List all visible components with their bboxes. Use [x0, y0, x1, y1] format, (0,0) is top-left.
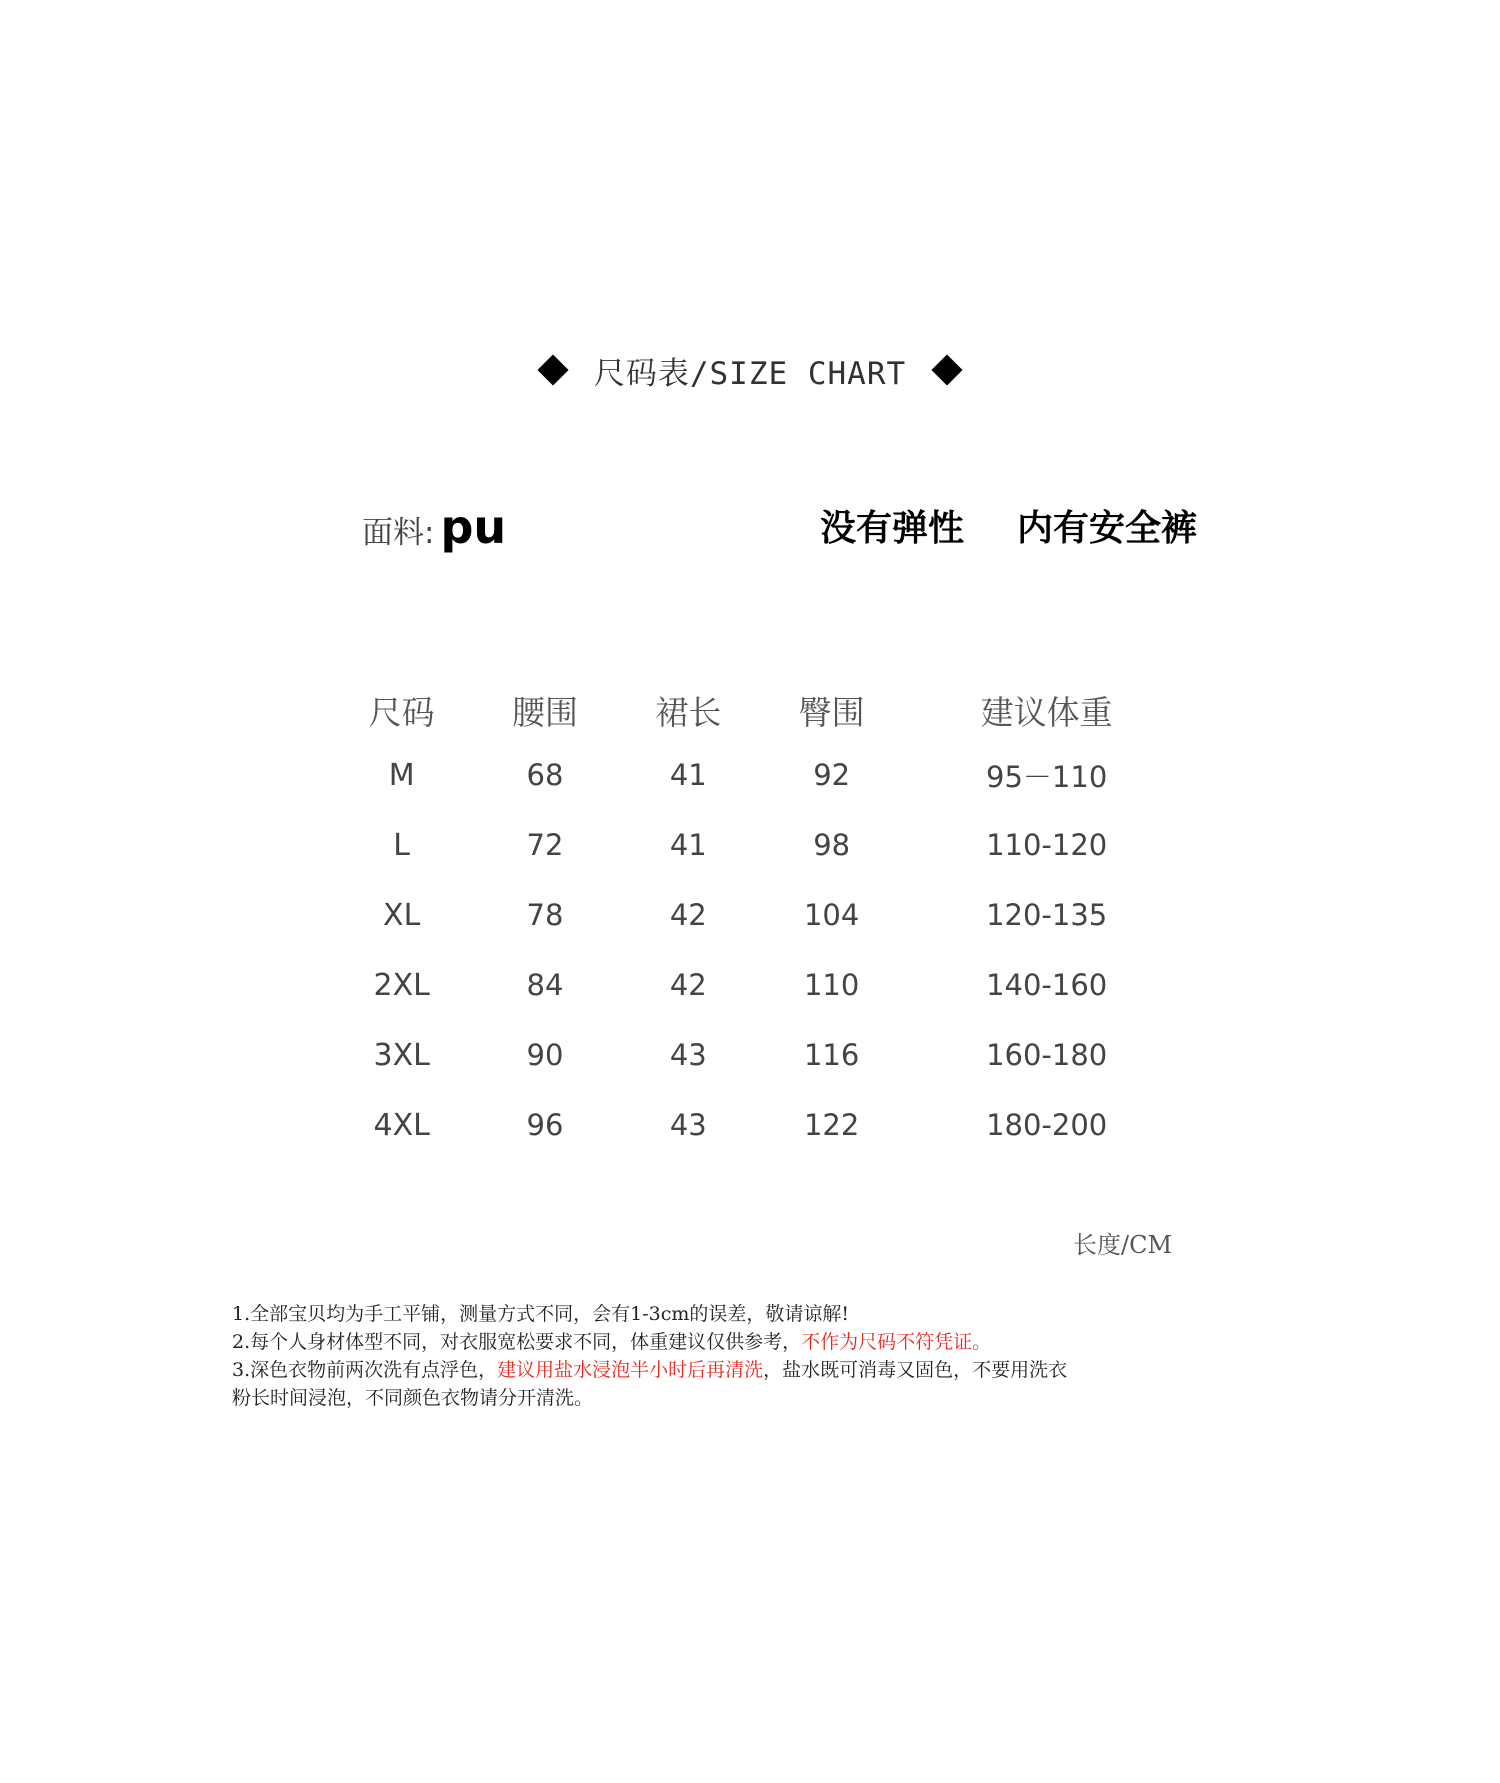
note-line-3	[232, 1356, 1252, 1384]
table-cell-length: 43	[669, 1038, 707, 1072]
table-cell-size: M	[388, 757, 415, 793]
table-cell-size: XL	[383, 897, 421, 933]
table-cell-size: 2XL	[373, 967, 430, 1003]
size-table	[330, 680, 1190, 1160]
table-row	[330, 880, 1190, 950]
table-cell-length: 41	[669, 828, 707, 862]
table-cell-weight: 180-200	[986, 1108, 1108, 1142]
table-cell-hip: 104	[803, 898, 860, 932]
table-cell-size: 4XL	[373, 1107, 430, 1143]
note-line-1: 1.全部宝贝均为手工平铺，测量方式不同，会有1-3cm的误差，敬请谅解!	[232, 1303, 850, 1325]
size-chart-header	[0, 340, 1500, 400]
fabric-label: 面料:	[362, 515, 435, 551]
table-cell-weight: 140-160	[986, 968, 1108, 1002]
table-cell-waist: 68	[526, 758, 564, 792]
table-cell-hip: 116	[803, 1038, 860, 1072]
care-notes	[232, 1300, 1252, 1412]
note-line-3-text-end: ，盐水既可消毒又固色，不要用洗衣	[763, 1359, 1068, 1381]
table-cell-waist: 72	[526, 828, 564, 862]
note-line-3-text: 3.深色衣物前两次洗有点浮色，	[232, 1359, 498, 1381]
diamond-right-icon	[932, 354, 963, 385]
table-cell-waist: 78	[526, 898, 564, 932]
table-cell-size: L	[393, 827, 411, 863]
unit-label: 长度/CM	[1073, 1231, 1173, 1259]
table-cell-hip: 110	[803, 968, 860, 1002]
feature-no-stretch: 没有弹性	[820, 508, 965, 549]
size-table-header-row	[330, 680, 1190, 740]
table-cell-waist: 96	[526, 1108, 564, 1142]
fabric-value: pu	[440, 500, 507, 554]
table-cell-hip: 122	[803, 1108, 860, 1142]
table-cell-weight: 95－110	[986, 759, 1108, 794]
fabric-info	[362, 500, 506, 554]
feature-safety-shorts: 内有安全裤	[1017, 508, 1198, 549]
note-line-2-text: 2.每个人身材体型不同，对衣服宽松要求不同，体重建议仅供参考，	[232, 1331, 802, 1353]
table-cell-hip: 98	[813, 828, 851, 862]
note-line-2-warning: 不作为尺码不符凭证。	[801, 1331, 992, 1353]
table-cell-length: 42	[669, 968, 707, 1002]
table-cell-hip: 92	[813, 758, 851, 792]
table-row	[330, 740, 1190, 810]
table-cell-waist: 90	[526, 1038, 564, 1072]
table-row	[330, 1090, 1190, 1160]
note-line-4: 粉长时间浸泡，不同颜色衣物请分开清洗。	[232, 1387, 594, 1409]
size-chart-title: 尺码表/SIZE CHART	[593, 355, 907, 392]
column-header-size: 尺码	[368, 692, 435, 732]
table-cell-length: 42	[669, 898, 707, 932]
table-cell-weight: 120-135	[986, 898, 1108, 932]
table-cell-weight: 110-120	[986, 828, 1108, 862]
table-cell-waist: 84	[526, 968, 564, 1002]
column-header-weight: 建议体重	[980, 692, 1113, 732]
table-row	[330, 810, 1190, 880]
table-cell-length: 41	[669, 758, 707, 792]
note-line-2	[232, 1328, 1252, 1356]
diamond-left-icon	[537, 354, 568, 385]
table-cell-length: 43	[669, 1108, 707, 1142]
table-row	[330, 1020, 1190, 1090]
table-cell-size: 3XL	[373, 1037, 430, 1073]
note-line-3-warning: 建议用盐水浸泡半小时后再清洗	[497, 1359, 764, 1381]
column-header-waist: 腰围	[511, 692, 578, 732]
table-cell-weight: 160-180	[986, 1038, 1108, 1072]
table-row	[330, 950, 1190, 1020]
column-header-hip: 臀围	[798, 692, 865, 732]
column-header-skirt-length: 裙长	[655, 692, 722, 732]
